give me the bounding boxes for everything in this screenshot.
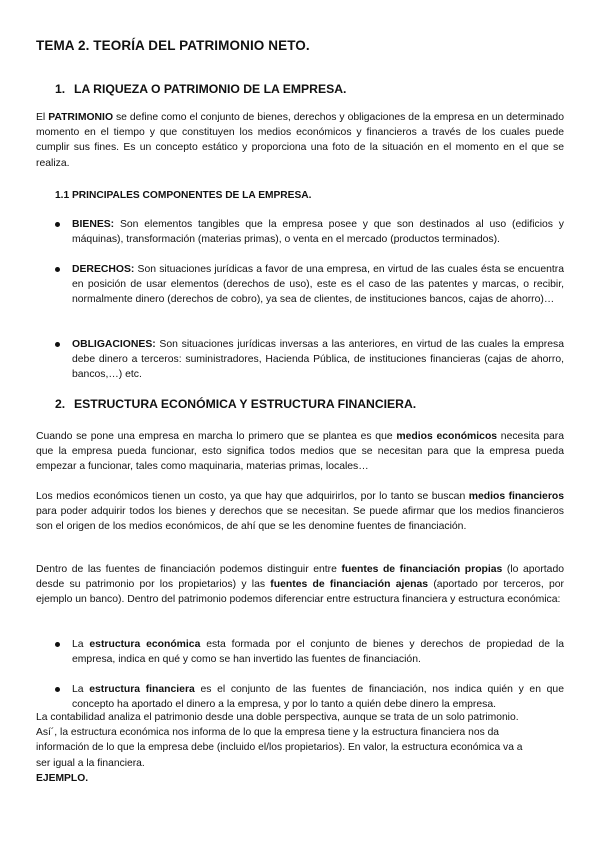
p3-text-c: (aportado por terceros, por ejemplo un banco). Dentro del patrimonio podemos diferenciar entre estructura financiera y estructura económica: <box>36 579 565 606</box>
term-obligaciones: OBLIGACIONES: <box>72 339 156 350</box>
p1-bold-term: medios económicos <box>396 431 498 442</box>
document-title: TEMA 2. TEORÍA DEL PATRIMONIO NETO. <box>36 38 310 53</box>
section-2-title: ESTRUCTURA ECONÓMICA Y ESTRUCTURA FINANCIERA. <box>74 397 417 411</box>
bullet-text <box>72 682 564 712</box>
intro-text: El <box>36 112 49 123</box>
definition-obligaciones: Son situaciones jurídicas inversas a las anteriores, en virtud de las cuales la empresa debe dinero a terceros: suministradores, Hacienda Pública, de instituciones financieras (cajas de ahorro, bancos,…) etc. <box>72 339 564 381</box>
paragraph-medios-financieros <box>36 489 564 535</box>
section-2-heading <box>55 397 416 411</box>
bullet-text <box>72 262 564 308</box>
p2-text: Los medios económicos tienen un costo, ya que hay que adquirirlos, por lo tanto se buscan <box>36 491 469 502</box>
bullet-dot <box>55 222 60 227</box>
subsection-1-1-heading: 1.1 PRINCIPALES COMPONENTES DE LA EMPRESA. <box>55 190 312 201</box>
term-estructura-economica: estructura económica <box>89 639 201 650</box>
section-1-title: LA RIQUEZA O PATRIMONIO DE LA EMPRESA. <box>74 82 347 96</box>
p2-bold-term: medios financieros <box>468 491 564 502</box>
p3-bold-propias: fuentes de financiación propias <box>341 564 503 575</box>
bullet-text <box>72 637 564 667</box>
bullet-dot <box>55 342 60 347</box>
p3-bold-ajenas: fuentes de financiación ajenas <box>270 579 429 591</box>
bullet-dot <box>55 642 60 647</box>
p1-text-rest: necesita para que la empresa pueda funcionar, esto significa todos medios que se necesitan para que la empresa pueda empezar a funcionar, tales como maquinaria, materias primas, locales… <box>36 431 564 473</box>
patrimonio-definition <box>36 110 564 171</box>
bullet-bienes <box>55 217 564 247</box>
bullet-derechos <box>55 262 564 308</box>
definition-derechos: Son situaciones jurídicas a favor de una empresa, en virtud de las cuales ésta se encuentra en posición de usar elementos (derechos de uso), este es el caso de las patentes y marcas, o recibir, normalmente dinero (derechos de cobro), ya sea de clientes, de instituciones bancos, cajas de ahorro)… <box>72 264 564 306</box>
paragraph-fuentes-financiacion <box>36 562 564 608</box>
section-1-number: 1. <box>55 82 66 96</box>
closing-line: La contabilidad analiza el patrimonio desde una doble perspectiva, aunque se trata de un solo patrimonio. <box>36 712 519 723</box>
intro-text-rest: se define como el conjunto de bienes, derechos y obligaciones de la empresa en un determinado momento en el tiempo y que constituyen los medios económicos y financieros a través de los cuales puede cumplir sus fines. Es un concepto estático y proporciona una foto de la situación en el momento en el que se realiza. <box>36 112 564 169</box>
bullet-estructura-financiera <box>55 682 564 712</box>
bullet-dot <box>55 267 60 272</box>
closing-line: Así´, la estructura económica nos informa de lo que la empresa tiene y la estructura financiera nos da <box>36 727 500 739</box>
p1-text: Cuando se pone una empresa en marcha lo primero que se plantea es que <box>36 431 397 442</box>
paragraph-medios-economicos <box>36 429 564 475</box>
bullet-text-pre: La <box>72 639 90 650</box>
closing-paragraph <box>36 710 564 786</box>
closing-line: ser igual a la financiera. <box>36 757 145 769</box>
section-2-number: 2. <box>55 397 66 411</box>
bullet-text-post: esta formada por el conjunto de bienes y derechos de propiedad de la empresa, indica en qué y como se han invertido las fuentes de financiación. <box>72 639 564 666</box>
p3-text-b: (lo aportado desde su patrimonio por los propietarios) y las <box>36 564 565 591</box>
section-1-heading <box>55 82 346 96</box>
bullet-text <box>72 337 564 383</box>
term-derechos: DERECHOS: <box>72 264 135 275</box>
bullet-text-pre: La <box>72 684 90 695</box>
closing-line: información de lo que la empresa debe (incluido el/los propietarios). En valor, la estructura económica va a <box>36 742 523 754</box>
bullet-text <box>72 217 564 247</box>
bullet-text-post: es el conjunto de las fuentes de financiación, nos indica quién y en que concepto ha aportado el dinero a la empresa, y por lo tanto a quién debe dinero la empresa. <box>72 684 564 711</box>
intro-bold-term: PATRIMONIO <box>48 112 114 123</box>
bullet-obligaciones <box>55 337 564 383</box>
bullet-dot <box>55 687 60 692</box>
term-estructura-financiera: estructura financiera <box>89 684 195 695</box>
term-bienes: BIENES: <box>72 219 115 230</box>
bullet-estructura-economica <box>55 637 564 667</box>
p2-text-rest: para poder adquirir todos los bienes y derechos que se necesitan. Se puede afirmar que los medios financieros son el origen de los medios económicos, de ahí que se les denomine fuentes de financiación. <box>36 506 564 533</box>
p3-text-a: Dentro de las fuentes de financiación podemos distinguir entre <box>36 564 342 575</box>
definition-bienes: Son elementos tangibles que la empresa posee y que son destinados al uso (edificios y máquinas), transformación (materias primas), o venta en el mercado (productos terminados). <box>72 219 564 246</box>
example-label: EJEMPLO. <box>36 772 89 784</box>
